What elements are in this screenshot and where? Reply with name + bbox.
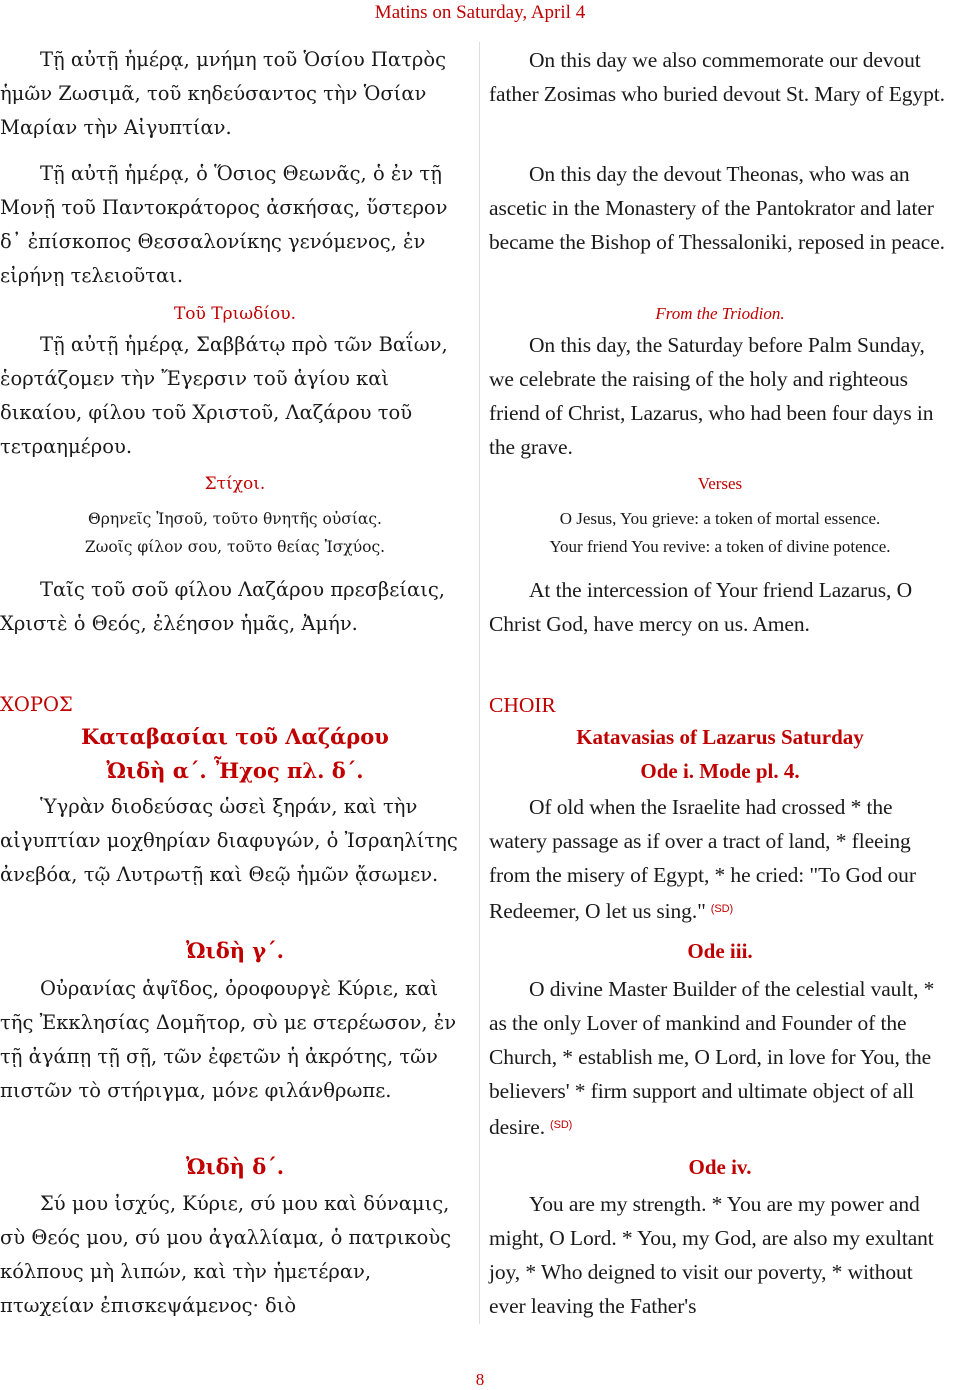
- greek-choir-label: ΧΟΡΟΣ: [0, 693, 73, 716]
- english-katavasias-title: Katavasias of Lazarus Saturday: [576, 725, 864, 749]
- english-triodion-label: From the Triodion.: [655, 304, 785, 323]
- greek-lazarus: Τῇ αὐτῇ ἡμέρᾳ, Σαββάτῳ πρὸ τῶν Βαΐων, ἑορτάζομεν τὴν Ἔγερσιν τοῦ ἁγίου καὶ δικαίου, φίλου τοῦ Χριστοῦ, Λαζάρου τοῦ τετραημέρου.: [0, 333, 448, 458]
- english-verses-label: Verses: [697, 474, 743, 493]
- english-ode1-title: Ode i. Mode pl. 4.: [640, 759, 800, 783]
- greek-verses-label: Στίχοι.: [204, 474, 266, 494]
- english-ode4-text: You are my strength. * You are my power and might, O Lord. * You, my God, are also my exultant joy, * Who deigned to visit our poverty, * without ever leaving the Father's: [489, 1192, 934, 1318]
- english-verse-1: O Jesus, You grieve: a token of mortal essence.: [559, 509, 881, 528]
- greek-ode1-text: Ὑγρὰν διοδεύσας ὡσεὶ ξηράν, καὶ τὴν αἰγυπτίαν μοχθηρίαν διαφυγών, ὁ Ἰσραηλίτης ἀνεβόα, τῷ Λυτρωτῇ καὶ Θεῷ ἡμῶν ᾄσωμεν.: [0, 795, 458, 886]
- column-divider: [479, 42, 480, 1324]
- english-ode1-text: Of old when the Israelite had crossed * the watery passage as if over a tract of land, * fleeing from the misery of Egypt, * he cried: "To God our Redeemer, O let us sing." $^{(SD)}$: [489, 795, 916, 923]
- greek-ode3-title: Ὠιδὴ γ΄.: [186, 938, 284, 963]
- greek-verse-2: Ζωοῖς φίλον σου, τοῦτο θείας Ἰσχύος.: [84, 538, 386, 556]
- sd-mark: (SD): [550, 1119, 573, 1131]
- greek-katavasias-title: Καταβασίαι τοῦ Λαζάρου: [81, 724, 389, 749]
- greek-ode4-text: Σύ μου ἰσχύς, Κύριε, σύ μου καὶ δύναμις, σὺ Θεός μου, σύ μου ἀγαλλίαμα, ὁ πατρικοὺς κόλπους μὴ λιπών, καὶ τὴν ἡμετέραν, πτωχείαν ἐπισκεψάμενος· διὸ: [0, 1192, 452, 1317]
- english-zosimas: On this day we also commemorate our devout father Zosimas who buried devout St. Mary of Egypt.: [489, 48, 945, 106]
- english-choir-label: CHOIR: [489, 693, 556, 717]
- greek-ode3-text: Οὐρανίας ἁψῖδος, ὀροφουργὲ Κύριε, καὶ τῆς Ἐκκλησίας Δομῆτορ, σὺ με στερέωσον, ἐν τῇ ἀγάπῃ τῇ σῇ, τῶν ἐφετῶν ἡ ἀκρότης, τῶν πιστῶν τὸ στήριγμα, μόνε φιλάνθρωπε.: [0, 977, 457, 1102]
- page-number: 8: [475, 1370, 485, 1389]
- sd-mark: (SD): [710, 903, 734, 915]
- greek-ode1-title: Ὠιδὴ α΄. Ἦχος πλ. δ΄.: [106, 758, 364, 783]
- english-lazarus: On this day, the Saturday before Palm Sunday, we celebrate the raising of the holy and righteous friend of Christ, Lazarus, who had been four days in the grave.: [489, 333, 934, 459]
- english-verse-2: Your friend You revive: a token of divine potence.: [549, 537, 891, 556]
- greek-verse-1: Θρηνεῖς Ἰησοῦ, τοῦτο θνητῆς οὐσίας.: [88, 510, 382, 528]
- english-intercession: At the intercession of Your friend Lazarus, O Christ God, have mercy on us. Amen.: [489, 578, 913, 636]
- english-theonas: On this day the devout Theonas, who was an ascetic in the Monastery of the Pantokrator and later became the Bishop of Thessaloniki, reposed in peace.: [489, 162, 945, 254]
- greek-zosimas: Τῇ αὐτῇ ἡμέρᾳ, μνήμη τοῦ Ὁσίου Πατρὸς ἡμῶν Ζωσιμᾶ, τοῦ κηδεύσαντος τὴν Ὁσίαν Μαρίαν τὴν Αἰγυπτίαν.: [0, 48, 447, 139]
- english-ode3-title: Ode iii.: [687, 939, 753, 963]
- english-ode4-title: Ode iv.: [688, 1155, 752, 1179]
- english-ode3-text: O divine Master Builder of the celestial vault, * as the only Lover of mankind and Founder of the Church, * establish me, O Lord, in love for You, the believers' * firm support and ultimate object of all desire. $^{(SD)}$: [489, 977, 935, 1139]
- greek-theonas: Τῇ αὐτῇ ἡμέρᾳ, ὁ Ὅσιος Θεωνᾶς, ὁ ἐν τῇ Μονῇ τοῦ Παντοκράτορος ἀσκήσας, ὕστερον δ᾽ ἐπίσκοπος Θεσσαλονίκης γενόμενος, ἐν εἰρήνῃ τελειοῦται.: [0, 162, 448, 287]
- greek-intercession: Ταῖς τοῦ σοῦ φίλου Λαζάρου πρεσβείαις, Χριστὲ ὁ Θεός, ἐλέησον ἡμᾶς, Ἀμήν.: [0, 578, 445, 635]
- greek-triodion-label: Τοῦ Τριωδίου.: [173, 304, 297, 324]
- greek-ode4-title: Ὠιδὴ δ΄.: [185, 1154, 285, 1179]
- page-header: Matins on Saturday, April 4: [374, 2, 586, 23]
